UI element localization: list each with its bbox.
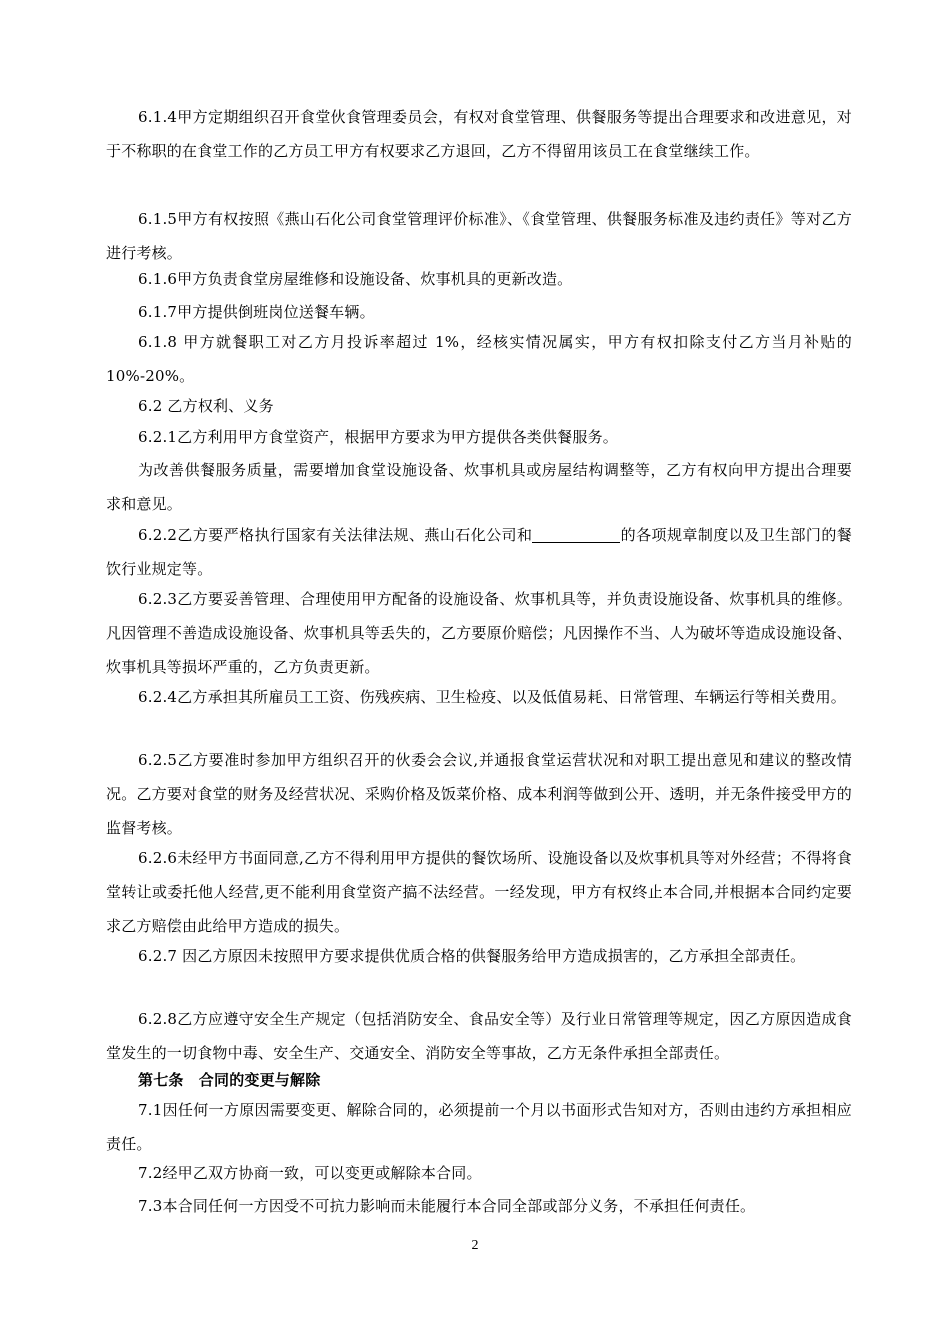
clause-6-1-7: 6.1.7甲方提供倒班岗位送餐车辆。 xyxy=(138,303,375,321)
clause-6-2-2-part1: 6.2.2乙方要严格执行国家有关法律法规、燕山石化公司和 xyxy=(138,526,533,544)
clause-6-2-6: 6.2.6未经甲方书面同意,乙方不得利用甲方提供的餐饮场所、设施设备以及炊事机具等对外经营；不得将食堂转让或委托他人经营,更不能利用食堂资产搞不法经营。一经发现，甲方有权终止本合同,并根据本合同约定要求乙方赔偿由此给甲方造成的损失。 xyxy=(106,849,852,935)
clause-7-1: 7.1因任何一方原因需要变更、解除合同的，必须提前一个月以书面形式告知对方，否则由违约方承担相应责任。 xyxy=(106,1101,852,1153)
clause-7-3: 7.3本合同任何一方因受不可抗力影响而未能履行本合同全部或部分义务，不承担任何责任。 xyxy=(138,1197,756,1215)
clause-6-1-4: 6.1.4甲方定期组织召开食堂伙食管理委员会，有权对食堂管理、供餐服务等提出合理要求和改进意见，对于不称职的在食堂工作的乙方员工甲方有权要求乙方退回，乙方不得留用该员工在食堂继续工作。 xyxy=(106,108,852,160)
clause-6-2-2 xyxy=(106,518,852,586)
clause-6-2-3: 6.2.3乙方要妥善管理、合理使用甲方配备的设施设备、炊事机具等，并负责设施设备、炊事机具的维修。凡因管理不善造成设施设备、炊事机具等丢失的，乙方要原价赔偿；凡因操作不当、人为破坏等造成设施设备、炊事机具等损坏严重的，乙方负责更新。 xyxy=(106,590,852,676)
page-number: 2 xyxy=(471,1238,479,1253)
clause-6-2-5: 6.2.5乙方要准时参加甲方组织召开的伙委会会议,并通报食堂运营状况和对职工提出意见和建议的整改情况。乙方要对食堂的财务及经营状况、采购价格及饭菜价格、成本利润等做到公开、透明，并无条件接受甲方的监督考核。 xyxy=(106,751,852,837)
clause-6-2-7: 6.2.7 因乙方原因未按照甲方要求提供优质合格的供餐服务给甲方造成损害的，乙方承担全部责任。 xyxy=(138,947,806,965)
clause-6-2-4: 6.2.4乙方承担其所雇员工工资、伤残疾病、卫生检疫、以及低值易耗、日常管理、车辆运行等相关费用。 xyxy=(138,688,846,706)
clause-6-1-5: 6.1.5甲方有权按照《燕山石化公司食堂管理评价标准》、《食堂管理、供餐服务标准及违约责任》等对乙方进行考核。 xyxy=(106,210,852,262)
clause-6-1-6: 6.1.6甲方负责食堂房屋维修和设施设备、炊事机具的更新改造。 xyxy=(138,270,573,288)
clause-6-2-8: 6.2.8乙方应遵守安全生产规定（包括消防安全、食品安全等）及行业日常管理等规定，因乙方原因造成食堂发生的一切食物中毒、安全生产、交通安全、消防安全等事故，乙方无条件承担全部责任。 xyxy=(106,1010,852,1062)
article-7-heading: 第七条 合同的变更与解除 xyxy=(138,1071,321,1089)
clause-6-1-8: 6.1.8 甲方就餐职工对乙方月投诉率超过 1%，经核实情况属实，甲方有权扣除支付乙方当月补贴的 10%-20%。 xyxy=(106,333,852,385)
clause-6-2-2-part2: 的各项规章制度以及卫生部门的餐饮行业规定等。 xyxy=(106,526,852,578)
clause-6-2-1: 6.2.1乙方利用甲方食堂资产，根据甲方要求为甲方提供各类供餐服务。 xyxy=(138,428,618,446)
fill-in-blank xyxy=(532,524,620,543)
clause-6-2-1-continued: 为改善供餐服务质量，需要增加食堂设施设备、炊事机具或房屋结构调整等，乙方有权向甲方提出合理要求和意见。 xyxy=(106,461,852,513)
section-6-2-heading: 6.2 乙方权利、义务 xyxy=(138,397,274,415)
clause-7-2: 7.2经甲乙双方协商一致，可以变更或解除本合同。 xyxy=(138,1164,482,1182)
